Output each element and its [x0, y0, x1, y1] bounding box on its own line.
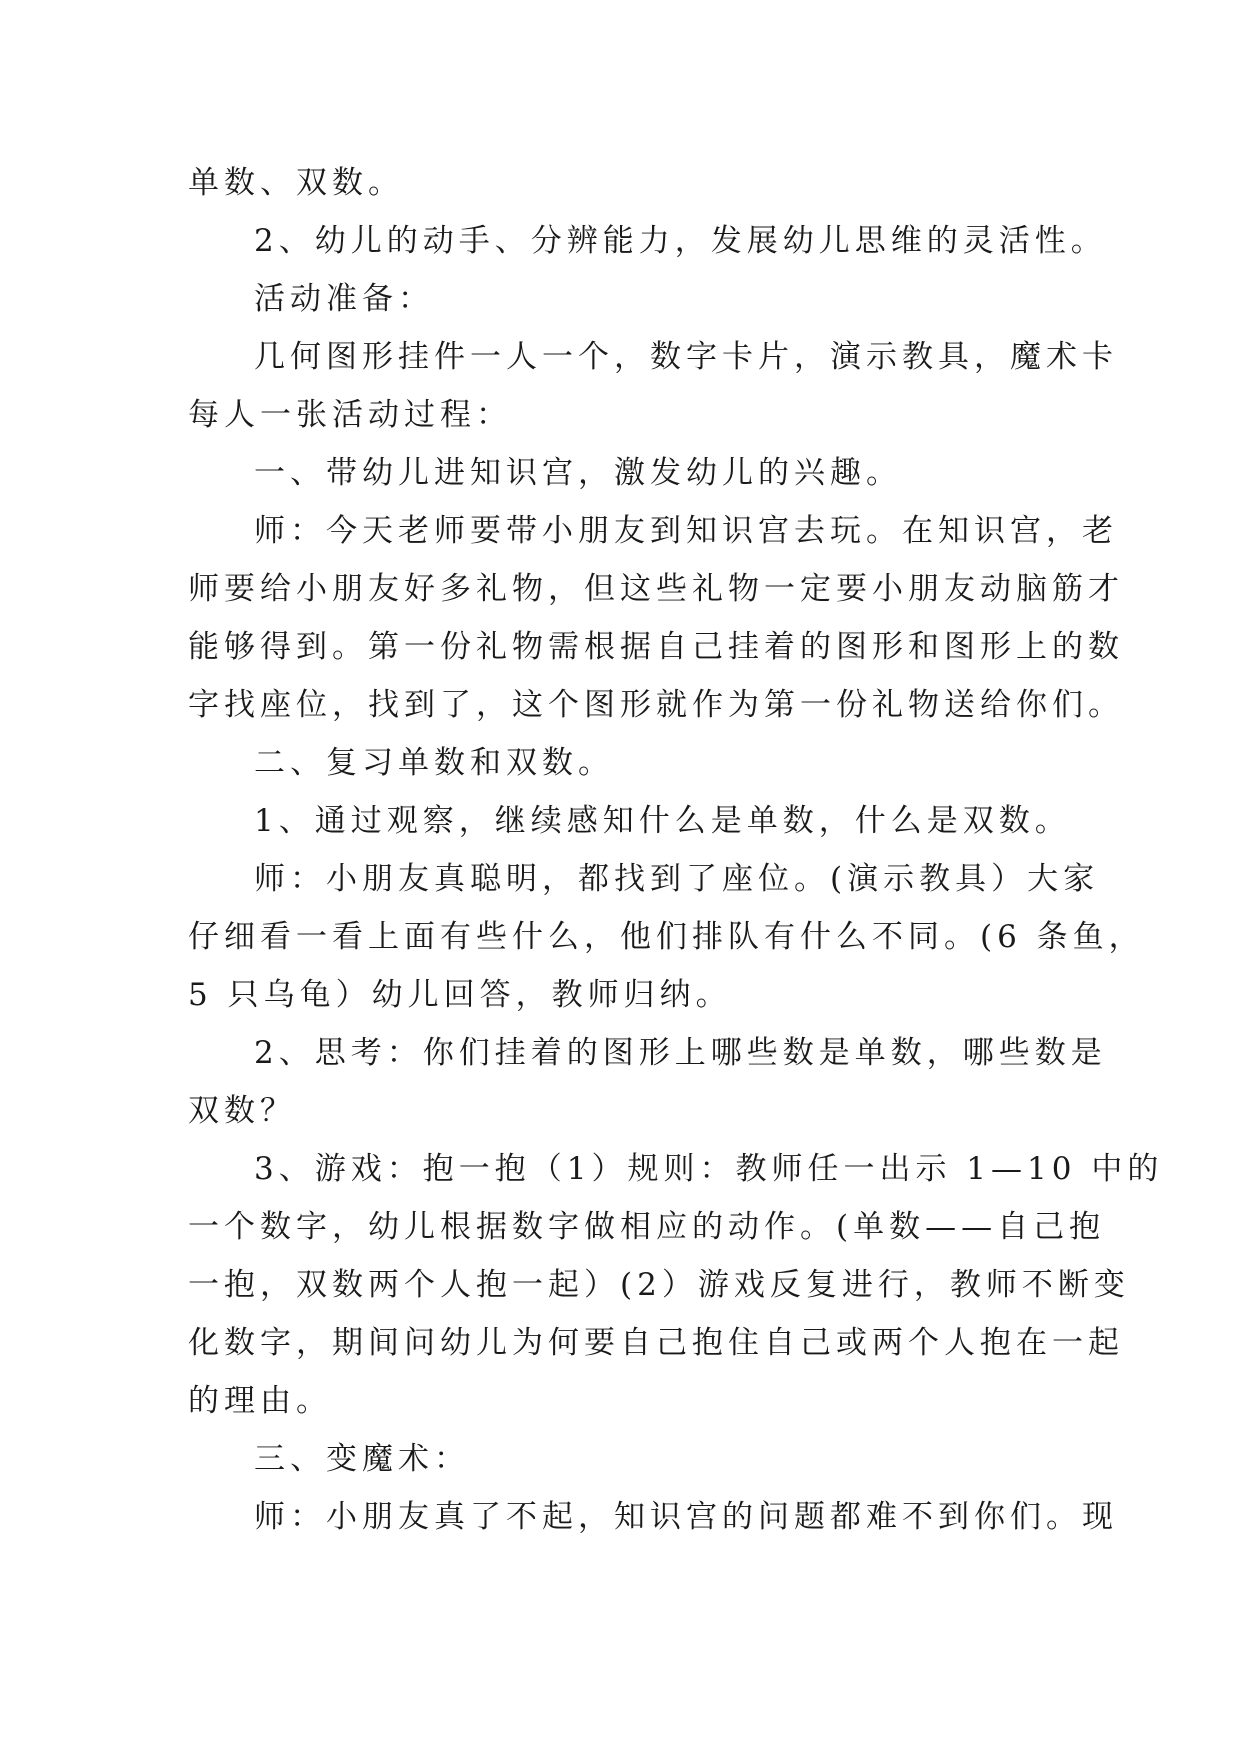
section-heading: 活动准备： — [254, 281, 434, 317]
text-line: 师：今天老师要带小朋友到知识宫去玩。在知识宫，老 — [254, 513, 1118, 549]
section-heading: 三、变魔术： — [254, 1441, 470, 1477]
text-line: 双数？ — [188, 1093, 296, 1129]
text-line: 的理由。 — [188, 1383, 332, 1419]
text-line: 师：小朋友真聪明，都找到了座位。(演示教具）大家 — [254, 861, 1100, 897]
text-line: 一个数字，幼儿根据数字做相应的动作。(单数——自己抱 — [188, 1209, 1106, 1245]
text-line: 仔细看一看上面有些什么，他们排队有什么不同。(6 条鱼， — [188, 919, 1145, 955]
document-body — [188, 154, 1164, 1546]
text-line: 能够得到。第一份礼物需根据自己挂着的图形和图形上的数 — [188, 629, 1124, 665]
section-heading: 一、带幼儿进知识宫，激发幼儿的兴趣。 — [254, 455, 902, 491]
text-line: 1、通过观察，继续感知什么是单数，什么是双数。 — [254, 803, 1071, 839]
section-heading: 二、复习单数和双数。 — [254, 745, 614, 781]
text-line: 5 只乌龟）幼儿回答，教师归纳。 — [188, 977, 732, 1013]
text-line: 每人一张活动过程： — [188, 397, 512, 433]
text-line: 化数字，期间问幼儿为何要自己抱住自己或两个人抱在一起 — [188, 1325, 1124, 1361]
text-line: 2、幼儿的动手、分辨能力，发展幼儿思维的灵活性。 — [254, 223, 1107, 259]
text-line: 师：小朋友真了不起，知识宫的问题都难不到你们。现 — [254, 1499, 1118, 1535]
text-line: 一抱，双数两个人抱一起）(2）游戏反复进行，教师不断变 — [188, 1267, 1130, 1303]
text-line: 单数、双数。 — [188, 165, 404, 201]
text-line: 师要给小朋友好多礼物，但这些礼物一定要小朋友动脑筋才 — [188, 571, 1124, 607]
text-line: 几何图形挂件一人一个，数字卡片，演示教具，魔术卡 — [254, 339, 1118, 375]
text-line: 2、思考：你们挂着的图形上哪些数是单数，哪些数是 — [254, 1035, 1107, 1071]
text-line: 字找座位，找到了，这个图形就作为第一份礼物送给你们。 — [188, 687, 1124, 723]
text-line: 3、游戏：抱一抱（1）规则：教师任一出示 1—10 中的 — [254, 1151, 1164, 1187]
